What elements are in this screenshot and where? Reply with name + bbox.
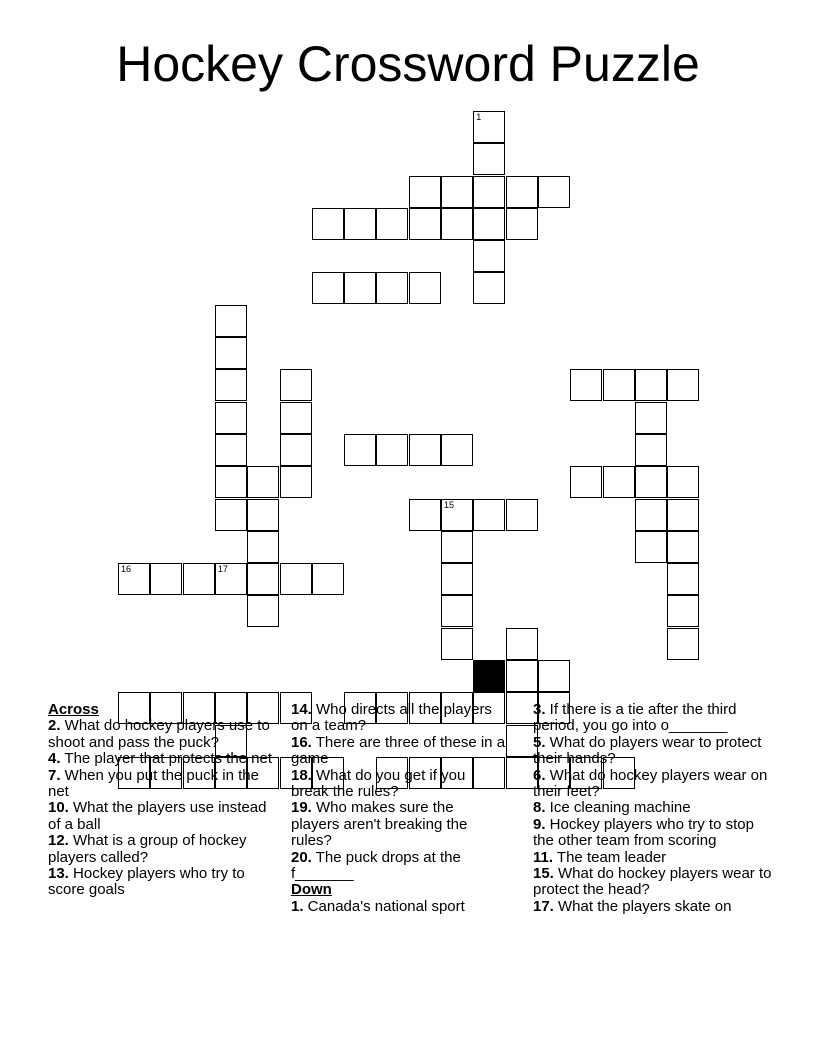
clue-number-label: 1 [476,111,482,122]
across-clue [48,866,278,899]
clue-number-label: 15 [444,499,455,510]
grid-cell[interactable] [215,337,247,369]
grid-cell[interactable] [441,563,473,595]
grid-cell[interactable] [247,531,279,563]
grid-block [473,660,505,692]
grid-cell[interactable] [635,499,667,531]
grid-cell[interactable] [247,466,279,498]
clue-number: 6. [533,766,546,784]
clue-text: There are three of these in a game [291,733,506,768]
across-clue [48,751,278,767]
across-clue [48,768,278,801]
clue-number: 3. [533,701,546,718]
clue-number: 20. [291,848,312,866]
grid-cell[interactable] [215,305,247,337]
clue-number: 7. [48,766,61,784]
clue-text: What do players wear to protect their hands? [533,733,762,768]
grid-cell[interactable] [506,660,538,692]
grid-cell[interactable] [667,531,699,563]
clue-text: What do hockey players wear to protect the head? [533,865,772,899]
clue-number: 2. [48,717,61,735]
grid-cell[interactable] [312,208,344,240]
clue-number: 14. [291,701,312,718]
clue-number-label: 17 [217,564,228,575]
grid-cell[interactable] [409,272,441,304]
clue-number: 10. [48,799,69,817]
clue-text: Hockey players who try to stop the other team from scoring [533,815,754,850]
clue-text: What is a group of hockey players called? [48,832,247,866]
clue-number: 15. [533,865,554,883]
clue-number: 18. [291,766,312,784]
across-clue [48,718,278,751]
grid-cell[interactable] [441,208,473,240]
grid-cell[interactable] [280,402,312,434]
clue-text: What do hockey players wear on their feet? [533,766,768,801]
grid-cell[interactable] [247,563,279,595]
clues-column-1 [48,702,278,899]
across-clue [48,800,278,833]
clue-text: What do you get if you break the rules? [291,766,466,801]
grid-cell[interactable] [409,176,441,208]
grid-cell[interactable] [570,466,602,498]
down-clue [291,899,506,915]
grid-cell[interactable] [441,628,473,660]
grid-cell[interactable] [441,531,473,563]
grid-cell[interactable] [409,499,441,531]
grid-cell[interactable] [183,563,215,595]
grid-cell[interactable] [118,563,150,595]
grid-cell[interactable] [376,434,408,466]
grid-cell[interactable] [215,369,247,401]
grid-cell[interactable] [376,272,408,304]
grid-cell[interactable] [506,499,538,531]
grid-cell[interactable] [473,111,505,143]
clue-text: The puck drops at the f_______ [291,848,461,883]
grid-cell[interactable] [667,595,699,627]
clue-text: Who directs all the players on a team? [291,701,492,735]
grid-cell[interactable] [441,499,473,531]
grid-cell[interactable] [215,402,247,434]
grid-cell[interactable] [635,369,667,401]
grid-cell[interactable] [506,628,538,660]
clue-text: If there is a tie after the third period, you go into o_______ [533,701,737,735]
grid-cell[interactable] [247,595,279,627]
clue-number: 13. [48,865,69,883]
across-clue [48,833,278,866]
grid-cell[interactable] [570,369,602,401]
grid-cell[interactable] [280,434,312,466]
page-title: Hockey Crossword Puzzle [116,36,700,92]
across-clue [291,702,506,735]
grid-cell[interactable] [473,176,505,208]
across-clue [291,735,506,768]
grid-cell[interactable] [441,434,473,466]
grid-cell[interactable] [280,563,312,595]
grid-cell[interactable] [506,176,538,208]
clue-text: When you put the puck in the net [48,766,259,801]
clue-text: The player that protects the net [60,750,273,768]
grid-cell[interactable] [215,499,247,531]
grid-cell[interactable] [215,466,247,498]
grid-cell[interactable] [247,499,279,531]
grid-cell[interactable] [473,143,505,175]
clue-text: What the players use instead of a ball [48,799,267,833]
across-clue [291,768,506,801]
clue-text: The team leader [553,848,667,866]
grid-cell[interactable] [635,402,667,434]
clue-text: Canada's national sport [303,897,465,915]
grid-cell[interactable] [473,208,505,240]
grid-cell[interactable] [538,176,570,208]
grid-cell[interactable] [409,434,441,466]
down-clue [533,702,773,735]
grid-cell[interactable] [441,595,473,627]
down-clue [533,800,773,816]
down-clue [533,768,773,801]
grid-cell[interactable] [344,434,376,466]
clue-text: Ice cleaning machine [545,799,691,817]
grid-cell[interactable] [667,369,699,401]
clue-number: 19. [291,799,312,817]
clue-number: 16. [291,733,312,751]
grid-cell[interactable] [280,369,312,401]
clues-column-2 [291,702,506,915]
grid-cell[interactable] [344,272,376,304]
clue-section-heading: Down [291,881,332,899]
grid-cell[interactable] [603,466,635,498]
grid-cell[interactable] [635,466,667,498]
grid-cell[interactable] [312,272,344,304]
grid-cell[interactable] [215,563,247,595]
grid-cell[interactable] [409,208,441,240]
grid-cell[interactable] [667,628,699,660]
down-clue [533,850,773,866]
clue-number: 17. [533,897,554,915]
grid-cell[interactable] [635,434,667,466]
grid-cell[interactable] [376,208,408,240]
grid-cell[interactable] [312,563,344,595]
grid-cell[interactable] [538,660,570,692]
grid-cell[interactable] [473,240,505,272]
clue-text: What the players skate on [553,897,732,915]
clue-number: 8. [533,799,546,817]
clue-number: 9. [533,815,546,833]
across-clue [291,800,506,849]
clue-number: 5. [533,733,546,751]
grid-cell[interactable] [441,176,473,208]
grid-cell[interactable] [150,563,182,595]
clue-text: Who makes sure the players aren't breaking the rules? [291,799,468,850]
clue-number: 11. [533,848,554,866]
grid-cell[interactable] [667,499,699,531]
grid-cell[interactable] [473,272,505,304]
down-clue [533,899,773,915]
grid-cell[interactable] [667,563,699,595]
clues-column-3 [533,702,773,915]
clue-number: 12. [48,832,69,850]
grid-cell[interactable] [635,531,667,563]
grid-cell[interactable] [344,208,376,240]
clue-text: Hockey players who try to score goals [48,865,245,899]
clue-number: 4. [48,750,61,768]
grid-cell[interactable] [603,369,635,401]
grid-cell[interactable] [473,499,505,531]
clue-number: 1. [291,897,304,915]
clue-number-label: 16 [121,564,132,575]
clue-section-heading: Across [48,701,99,718]
down-clue [533,817,773,850]
grid-cell[interactable] [506,208,538,240]
across-clue [291,850,506,883]
grid-cell[interactable] [280,466,312,498]
down-clue [533,735,773,768]
down-clue [533,866,773,899]
grid-cell[interactable] [667,466,699,498]
clue-text: What do hockey players use to shoot and pass the puck? [48,717,270,751]
grid-cell[interactable] [215,434,247,466]
